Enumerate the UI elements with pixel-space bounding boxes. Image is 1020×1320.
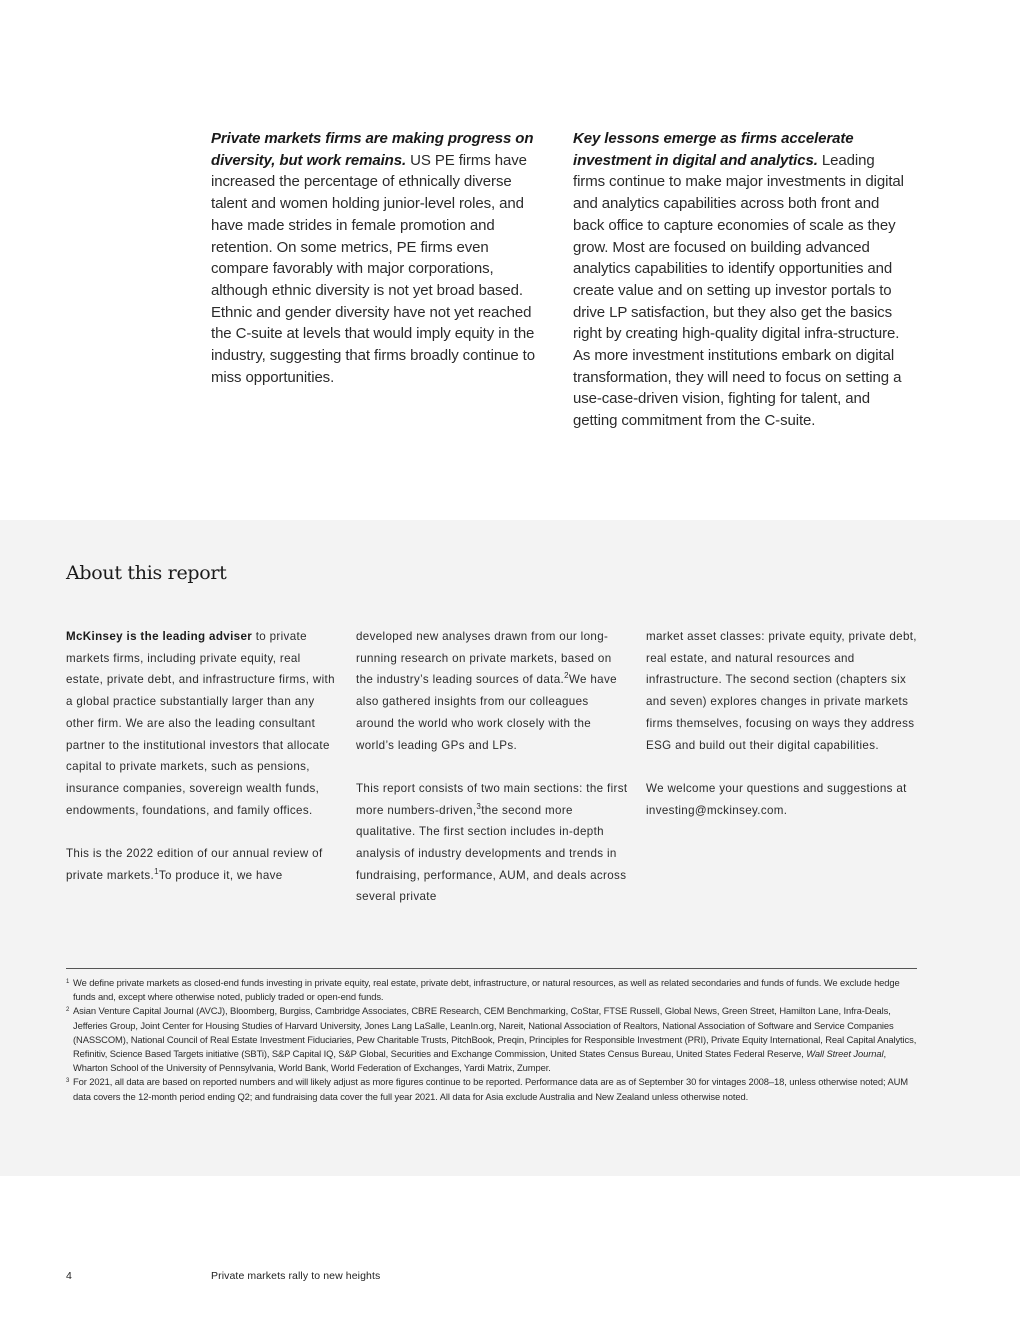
footnote-number: 2 [66, 1007, 70, 1014]
about-text: We have also gathered insights from our colleagues around the world who work closely with the world’s leading GPs and LPs. [356, 673, 617, 752]
footnote-ref-1[interactable]: 1 [154, 866, 159, 876]
footnote-text-part: , Wharton School of the University of Pennsylvania, World Bank, World Federation of Exchanges, Yardi Matrix, Zumper. [73, 1048, 886, 1074]
running-title: Private markets rally to new heights [211, 1270, 381, 1282]
intro-column-diversity [211, 128, 547, 388]
intro-body-diversity: US PE firms have increased the percentage of ethnically diverse talent and women holding junior-level roles, and have made strides in female promotion and retention. On some metrics, PE firms even compare favorably with major corporations, although ethnic diversity is not yet broad based. Ethnic and gender diversity have not yet reached the C-suite at levels that would imply equity in the industry, suggesting that firms broadly continue to miss opportunities. [211, 151, 535, 386]
intro-paragraph [211, 128, 547, 388]
intro-paragraph [573, 128, 909, 432]
footnote-number: 3 [66, 1078, 70, 1085]
about-paragraph [356, 778, 628, 908]
footnote-text: We define private markets as closed-end funds investing in private equity, real estate, private debt, infrastructure, or natural resources, as well as related secondaries and funds of funds. We exclude hedge funds and, except where otherwise noted, publicly traded or open-end funds. [73, 977, 900, 1003]
about-paragraph [66, 626, 338, 821]
footnotes [66, 968, 917, 1104]
about-text: the second more qualitative. The first section includes in-depth analysis of industry developments and trends in fundraising, performance, AUM, and deals across several private [356, 803, 627, 904]
about-text: to private markets firms, including private equity, real estate, private debt, and infrastructure firms, with a global practice substantially larger than any other firm. We are also the leading consultant partner to the institutional investors that allocate capital to private markets, such as pensions, insurance companies, sovereign wealth funds, endowments, foundations, and family offices. [66, 630, 335, 817]
about-text: This is the 2022 edition of our annual review of private markets. [66, 847, 323, 882]
footnote-ref-3[interactable]: 3 [476, 801, 482, 811]
intro-lead-digital: Key lessons emerge as firms accelerate investment in digital and analytics. [573, 130, 854, 169]
intro-column-digital [573, 128, 909, 432]
about-column-2 [356, 626, 628, 930]
about-text: To produce it, we have [158, 868, 283, 882]
footnote-1 [66, 976, 917, 1004]
about-text: developed new analyses drawn from our long-running research on private markets, based on the industry’s leading sources of data. [356, 630, 612, 687]
footnote-3 [66, 1075, 917, 1103]
about-column-1 [66, 626, 338, 908]
about-heading: About this report [66, 562, 227, 584]
about-paragraph: market asset classes: private equity, private debt, real estate, and natural resources and infrastructure. The second section (chapters six and seven) explores changes in private markets firms themselves, focusing on ways they address ESG and build out their digital capabilities. [646, 630, 917, 752]
intro-lead-diversity: Private markets firms are making progress on diversity, but work remains. [211, 130, 534, 169]
about-contact-paragraph: We welcome your questions and suggestions at investing@mckinsey.com. [646, 781, 907, 817]
page-number: 4 [66, 1270, 72, 1282]
footnote-ref-2[interactable]: 2 [564, 671, 569, 681]
footnote-italic-source: Wall Street Journal [806, 1048, 884, 1060]
intro-body-digital: Leading firms continue to make major investments in digital and analytics capabilities across both front and back office to capture economies of scale as they grow. Most are focused on building advanced analytics capabilities to identify opportunities and create value and on setting up investor portals to drive LP satisfaction, but they also get the basics right by creating high-quality digital infra-structure. As more investment institutions embark on digital transformation, they will need to focus on setting a use-case-driven vision, fighting for talent, and getting commitment from the C-suite. [573, 151, 904, 430]
about-paragraph [356, 626, 628, 756]
about-lead-strong: McKinsey is the leading adviser [66, 630, 253, 643]
about-text: This report consists of two main sections: the first more numbers-driven, [356, 781, 628, 817]
footnote-text [73, 1004, 917, 1075]
footnote-number: 1 [66, 979, 70, 985]
about-paragraph [66, 843, 338, 886]
about-report-panel [0, 520, 1020, 1176]
footnote-2 [66, 1004, 917, 1075]
about-column-3 [646, 626, 918, 843]
footnote-text-part: Asian Venture Capital Journal (AVCJ), Bloomberg, Burgiss, Cambridge Associates, CBRE Research, CEM Benchmarking, CoStar, FTSE Russell, Global News, Green Street, Hamilton Lane, Infra-Deals, Jefferies Group, Joint Center for Housing Studies of Harvard University, Jones Lang LaSalle, LeanIn.org, Nareit, National Association of Realtors, National Association of Software and Service Companies (NASSCOM), National Council of Real Estate Investment Fiduciaries, Pew Charitable Trusts, PitchBook, Preqin, Principles for Responsible Investment (PRI), Private Equity International, Real Capital Analytics, Refinitiv, Science Based Targets initiative (SBTi), S&P Capital IQ, S&P Global, Securities and Exchange Commission, United States Census Bureau, United States Federal Reserve, [73, 1005, 917, 1060]
footnote-text: For 2021, all data are based on reported numbers and will likely adjust as more figures continue to be reported. Performance data are as of September 30 for vintages 2008–18, unless otherwise noted; AUM data covers the 12-month period ending Q2; and fundraising data cover the full year 2021. All data for Asia exclude Australia and New Zealand unless otherwise noted. [73, 1076, 908, 1102]
